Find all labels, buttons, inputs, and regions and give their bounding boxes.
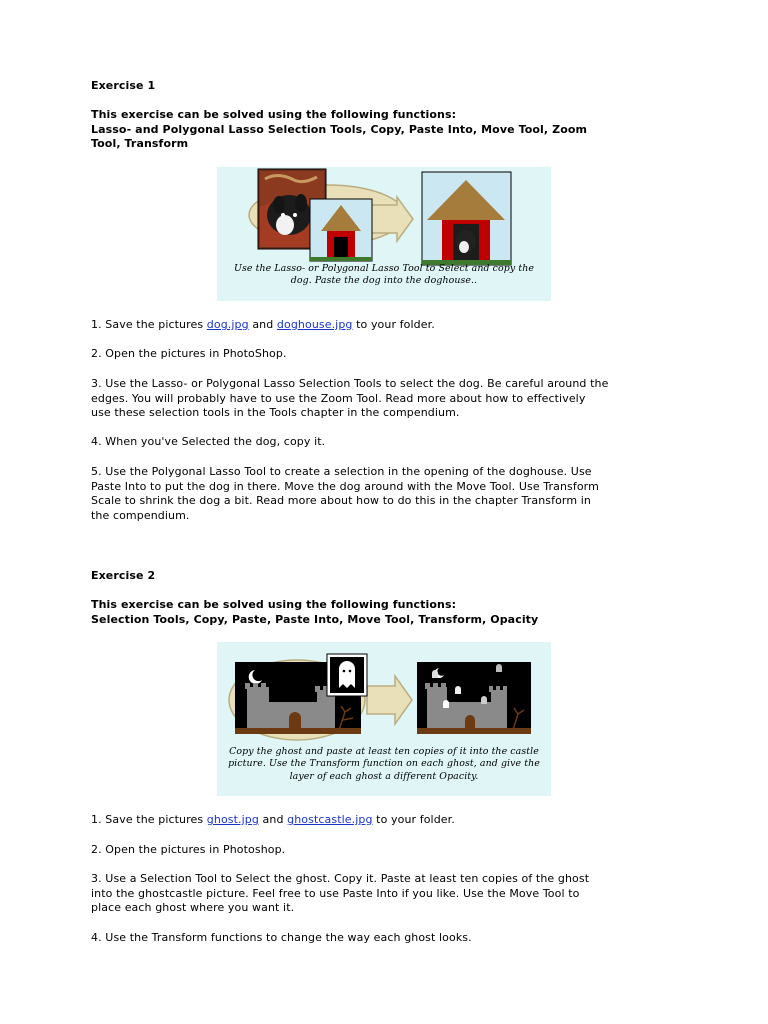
step-line: edges. You will probably have to use the Zoom Tool. Read more about how to effectively bbox=[91, 391, 586, 405]
caption-line: picture. Use the Transform function on each ghost, and give the bbox=[228, 758, 540, 770]
exercise2-intro-line: Selection Tools, Copy, Paste, Paste Into, Move Tool, Transform, Opacity bbox=[91, 612, 539, 626]
exercise2-title: Exercise 2 bbox=[91, 569, 156, 582]
step-line: 5. Use the Polygonal Lasso Tool to create a selection in the opening of the doghouse. Use bbox=[91, 465, 592, 478]
step-line: 3. Use the Lasso- or Polygonal Lasso Selection Tools to select the dog. Be careful around the bbox=[91, 377, 609, 390]
ghostcastle-jpg-link[interactable]: ghostcastle.jpg bbox=[287, 813, 373, 826]
dog-figure bbox=[217, 167, 551, 301]
step-line: use these selection tools in the Tools chapter in the compendium. bbox=[91, 406, 460, 420]
exercise1-intro-line: This exercise can be solved using the following functions: bbox=[91, 108, 457, 121]
caption-line: Copy the ghost and paste at least ten copies of it into the castle bbox=[229, 746, 539, 757]
finished-ghost-castle bbox=[417, 662, 531, 734]
ghost-figure bbox=[217, 642, 551, 796]
step-line: Paste Into to put the dog in there. Move the dog around with the Move Tool. Use Transform bbox=[91, 479, 599, 493]
exercise2-intro-line: This exercise can be solved using the following functions: bbox=[91, 598, 457, 611]
step-line: 3. Use a Selection Tool to Select the ghost. Copy it. Paste at least ten copies of the ghost bbox=[91, 872, 590, 885]
exercise2-step2: 2. Open the pictures in Photoshop. bbox=[91, 843, 286, 856]
exercise1-step2: 2. Open the pictures in PhotoShop. bbox=[91, 347, 287, 360]
step-line: into the ghostcastle picture. Feel free to use Paste Into if you like. Use the Move Tool to bbox=[91, 886, 580, 900]
ghost-icon bbox=[339, 661, 355, 688]
step-line: place each ghost where you want it. bbox=[91, 901, 295, 915]
step-text: to your folder. bbox=[352, 318, 435, 331]
exercise1-step5 bbox=[91, 465, 691, 523]
exercise2-step1 bbox=[91, 813, 691, 828]
step-text: and bbox=[248, 318, 277, 331]
step-text: to your folder. bbox=[372, 813, 455, 826]
ghost-photo bbox=[327, 654, 367, 696]
exercise2-intro bbox=[91, 598, 538, 627]
step-line: Scale to shrink the dog a bit. Read more about how to do this in the chapter Transform in bbox=[91, 494, 591, 508]
exercise1-step4: 4. When you've Selected the dog, copy it. bbox=[91, 435, 326, 448]
exercise1-intro bbox=[91, 108, 587, 152]
exercise1-step1 bbox=[91, 318, 691, 333]
step-line: the compendium. bbox=[91, 508, 190, 522]
finished-doghouse bbox=[422, 172, 511, 265]
caption-line: dog. Paste the dog into the doghouse.. bbox=[290, 275, 478, 287]
arrow-icon bbox=[367, 676, 412, 724]
ghost-figure-caption bbox=[217, 746, 551, 783]
step-text: 1. Save the pictures bbox=[91, 813, 207, 826]
exercise1-intro-line: Tool, Transform bbox=[91, 137, 189, 151]
ghost-jpg-link[interactable]: ghost.jpg bbox=[206, 813, 259, 826]
step-text: and bbox=[258, 813, 288, 826]
dog-jpg-link[interactable]: dog.jpg bbox=[206, 318, 249, 331]
exercise1-step3 bbox=[91, 377, 691, 421]
step-text: 1. Save the pictures bbox=[91, 318, 207, 331]
small-doghouse bbox=[310, 199, 372, 261]
exercise1-intro-line: Lasso- and Polygonal Lasso Selection Tools, Copy, Paste Into, Move Tool, Zoom bbox=[91, 122, 588, 136]
exercise2-step3 bbox=[91, 872, 691, 916]
dog-figure-caption bbox=[217, 263, 551, 288]
caption-line: Use the Lasso- or Polygonal Lasso Tool to Select and copy the bbox=[233, 263, 535, 274]
caption-line: layer of each ghost a different Opacity. bbox=[289, 770, 479, 782]
doghouse-jpg-link[interactable]: doghouse.jpg bbox=[276, 318, 353, 331]
exercise2-step4: 4. Use the Transform functions to change the way each ghost looks. bbox=[91, 931, 472, 944]
exercise1-title: Exercise 1 bbox=[91, 79, 156, 92]
